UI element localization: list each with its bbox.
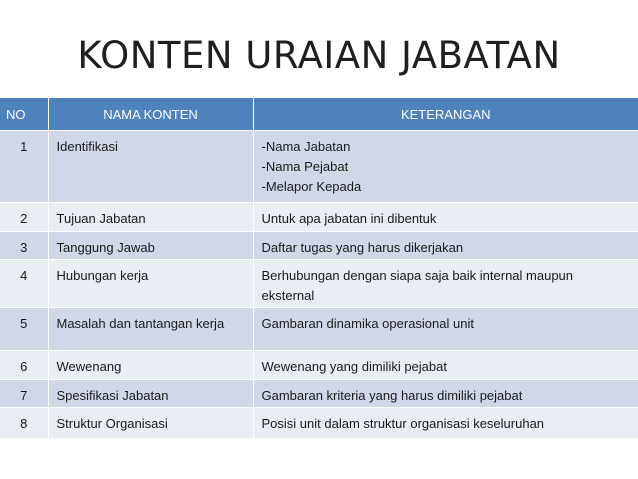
row-nama-konten: Wewenang [48, 351, 253, 380]
page-title: KONTEN URAIAN JABATAN [77, 34, 561, 77]
keterangan-line: Untuk apa jabatan ini dibentuk [261, 211, 437, 226]
keterangan-line: Wewenang yang dimiliki pejabat [261, 359, 447, 374]
row-nama-konten: Tujuan Jabatan [48, 203, 253, 232]
table-row [0, 351, 638, 380]
table-header-row [0, 98, 638, 131]
row-nama-konten: Hubungan kerja [48, 260, 253, 308]
content-table [0, 98, 638, 438]
table-row [0, 380, 638, 408]
row-number: 1 [0, 131, 48, 203]
row-keterangan [253, 131, 638, 203]
row-nama-konten: Struktur Organisasi [48, 408, 253, 438]
header-keterangan: KETERANGAN [253, 98, 638, 131]
row-nama-konten: Masalah dan tantangan kerja [48, 308, 253, 351]
keterangan-line: eksternal [261, 288, 315, 303]
row-number: 5 [0, 308, 48, 351]
table-row [0, 260, 638, 308]
row-keterangan [253, 203, 638, 232]
row-number: 8 [0, 408, 48, 438]
row-keterangan [253, 308, 638, 351]
table-row [0, 131, 638, 203]
row-keterangan [253, 408, 638, 438]
table-row [0, 308, 638, 351]
row-keterangan [253, 232, 638, 260]
row-number: 4 [0, 260, 48, 308]
keterangan-line: -Nama Jabatan [261, 139, 351, 154]
header-no: NO [0, 98, 48, 131]
row-nama-konten: Tanggung Jawab [48, 232, 253, 260]
row-nama-konten: Spesifikasi Jabatan [48, 380, 253, 408]
row-keterangan [253, 351, 638, 380]
table-row [0, 232, 638, 260]
row-number: 3 [0, 232, 48, 260]
keterangan-line: Gambaran dinamika operasional unit [261, 316, 474, 331]
header-nama-konten: NAMA KONTEN [48, 98, 253, 131]
table-row [0, 408, 638, 438]
keterangan-line: Posisi unit dalam struktur organisasi keseluruhan [261, 416, 545, 431]
row-keterangan [253, 380, 638, 408]
keterangan-line: Berhubungan dengan siapa saja baik internal maupun [261, 268, 574, 283]
table-row [0, 203, 638, 232]
keterangan-line: -Nama Pejabat [261, 159, 349, 174]
row-number: 2 [0, 203, 48, 232]
row-number: 6 [0, 351, 48, 380]
row-number: 7 [0, 380, 48, 408]
keterangan-line: -Melapor Kepada [261, 179, 362, 194]
keterangan-line: Daftar tugas yang harus dikerjakan [261, 240, 464, 255]
row-nama-konten: Identifikasi [48, 131, 253, 203]
row-keterangan [253, 260, 638, 308]
keterangan-line: Gambaran kriteria yang harus dimiliki pejabat [261, 388, 523, 403]
